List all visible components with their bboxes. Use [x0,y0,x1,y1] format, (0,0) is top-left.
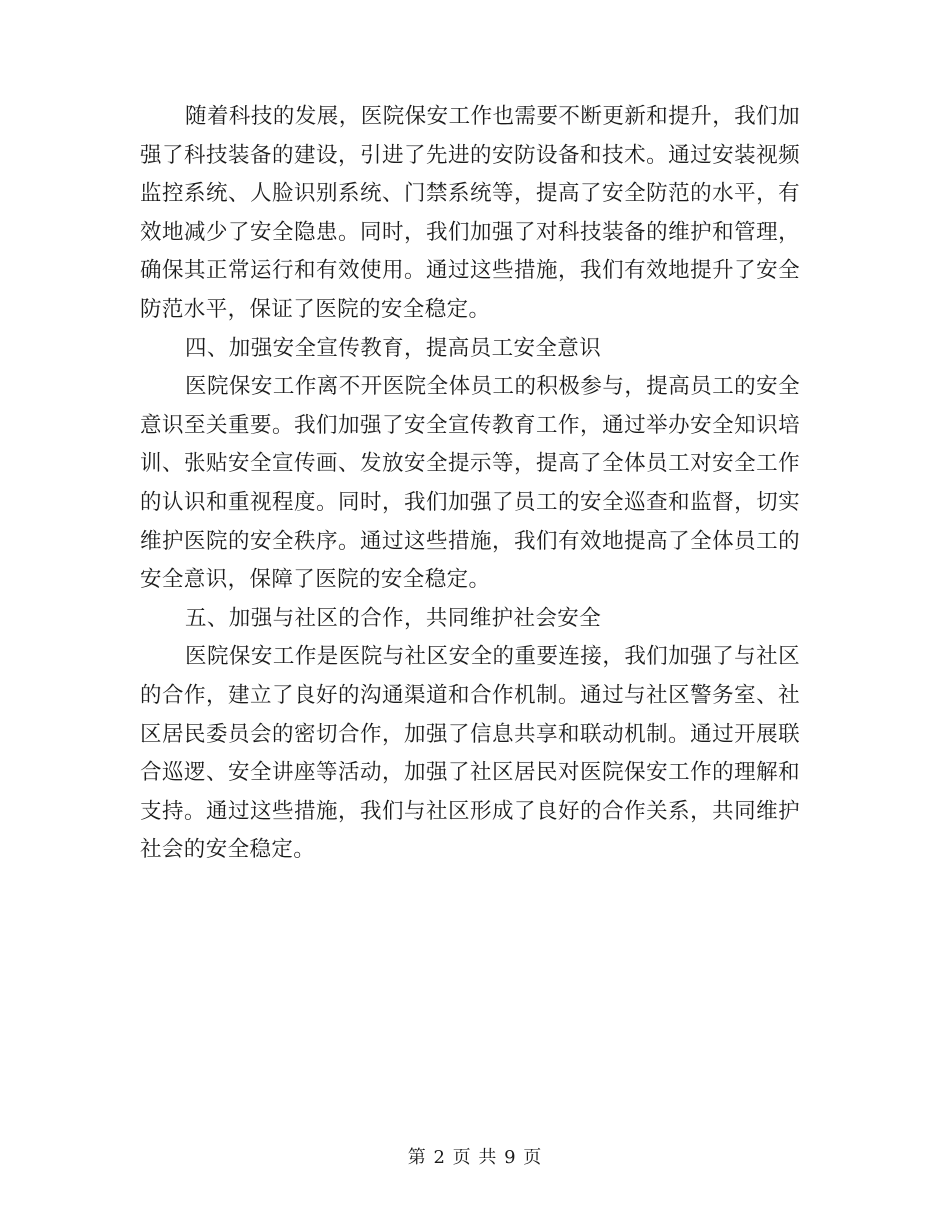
paragraph-tech-equipment: 随着科技的发展，医院保安工作也需要不断更新和提升，我们加强了科技装备的建设，引进了先进的安防设备和技术。通过安装视频监控系统、人脸识别系统、门禁系统等，提高了安全防范的水平，有效地减少了安全隐患。同时，我们加强了对科技装备的维护和管理，确保其正常运行和有效使用。通过这些措施，我们有效地提升了安全防范水平，保证了医院的安全稳定。 [140,104,800,322]
document-body [140,98,800,870]
paragraph-safety-education: 医院保安工作离不开医院全体员工的积极参与，提高员工的安全意识至关重要。我们加强了安全宣传教育工作，通过举办安全知识培训、张贴安全宣传画、发放安全提示等，提高了全体员工对安全工作的认识和重视程度。同时，我们加强了员工的安全巡查和监督，切实维护医院的安全秩序。通过这些措施，我们有效地提高了全体员工的安全意识，保障了医院的安全稳定。 [140,374,800,593]
page-number-footer: 第 2 页 共 9 页 [407,1147,543,1168]
paragraph-community-cooperation: 医院保安工作是医院与社区安全的重要连接，我们加强了与社区的合作，建立了良好的沟通渠道和合作机制。通过与社区警务室、社区居民委员会的密切合作，加强了信息共享和联动机制。通过开展联合巡逻、安全讲座等活动，加强了社区居民对医院保安工作的理解和支持。通过这些措施，我们与社区形成了良好的合作关系，共同维护社会的安全稳定。 [140,644,800,863]
section-heading-five: 五、加强与社区的合作，共同维护社会安全 [185,605,602,631]
section-heading-four: 四、加强安全宣传教育，提高员工安全意识 [185,335,602,361]
